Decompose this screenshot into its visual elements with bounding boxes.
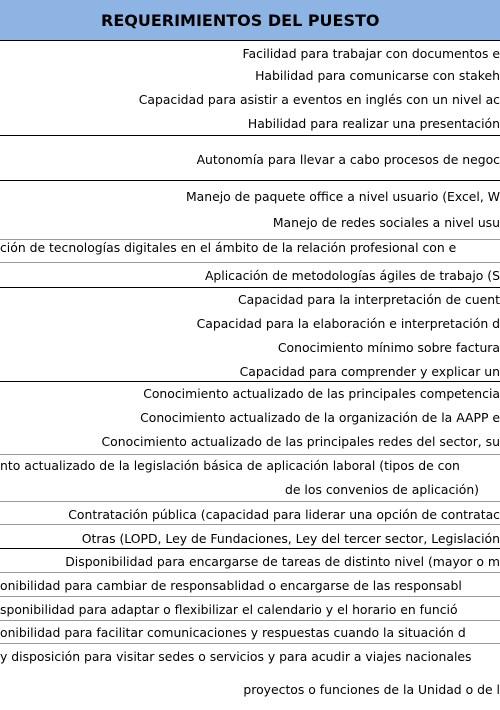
list-item: Manejo de redes sociales a nivel usu <box>272 215 500 230</box>
section-divider <box>0 548 500 549</box>
section-divider <box>0 135 500 136</box>
list-item: onibilidad para facilitar comunicaciones y respuestas cuando la situación d <box>0 625 466 640</box>
list-item: Capacidad para la elaboración e interpretación d <box>196 316 500 331</box>
list-item: nto actualizado de la legislación básica de aplicación laboral (tipos de con <box>0 458 460 473</box>
list-item: de los convenios de aplicación) <box>285 482 480 497</box>
list-item: proyectos o funciones de la Unidad o de l <box>243 682 500 697</box>
list-item: Otras (LOPD, Ley de Fundaciones, Ley del tercer sector, Legislación <box>81 531 500 546</box>
table-header <box>0 0 500 41</box>
list-item: Manejo de paquete office a nivel usuario (Excel, W <box>185 189 500 204</box>
row-divider <box>0 239 500 240</box>
list-item: Conocimiento actualizado de la organización de la AAPP e <box>140 410 500 425</box>
list-item: Conocimiento mínimo sobre factura <box>277 340 500 355</box>
row-divider <box>0 596 500 597</box>
list-item: Capacidad para la interpretación de cuent <box>238 292 500 307</box>
section-divider <box>0 180 500 181</box>
list-item: Capacidad para asistir a eventos en inglés con un nivel ac <box>138 92 500 107</box>
list-item: Autonomía para llevar a cabo procesos de negoc <box>196 152 500 167</box>
header-title: REQUERIMIENTOS DEL PUESTO <box>101 11 380 30</box>
list-item: y disposición para visitar sedes o servicios y para acudir a viajes nacionales <box>0 649 472 664</box>
list-item: Aplicación de metodologías ágiles de trabajo (S <box>204 268 500 283</box>
row-divider <box>0 454 500 455</box>
section-divider <box>0 381 500 382</box>
list-item: Disponibilidad para encargarse de tareas de distinto nivel (mayor o m <box>65 554 500 569</box>
row-divider <box>0 620 500 621</box>
list-item: Habilidad para realizar una presentación <box>247 116 500 131</box>
list-item: onibilidad para cambiar de responsablidad o encargarse de las responsabl <box>0 578 462 593</box>
list-item: ción de tecnologías digitales en el ámbito de la relación profesional con e <box>0 240 457 255</box>
row-divider <box>0 572 500 573</box>
list-item: Conocimiento actualizado de las principales competencia <box>143 386 500 401</box>
row-divider <box>0 643 500 644</box>
section-divider <box>0 287 500 288</box>
list-item: Conocimiento actualizado de las principales redes del sector, su <box>101 434 500 449</box>
row-divider <box>0 501 500 502</box>
list-item: Contratación pública (capacidad para liderar una opción de contratac <box>68 507 500 522</box>
list-item: Facilidad para trabajar con documentos e <box>242 46 500 61</box>
list-item: Capacidad para comprender y explicar un <box>239 364 500 379</box>
row-divider <box>0 262 500 263</box>
list-item: sponibilidad para adaptar o flexibilizar el calendario y el horario en funció <box>0 602 458 617</box>
list-item: Habilidad para comunicarse con stakeh <box>255 68 500 83</box>
row-divider <box>0 524 500 525</box>
